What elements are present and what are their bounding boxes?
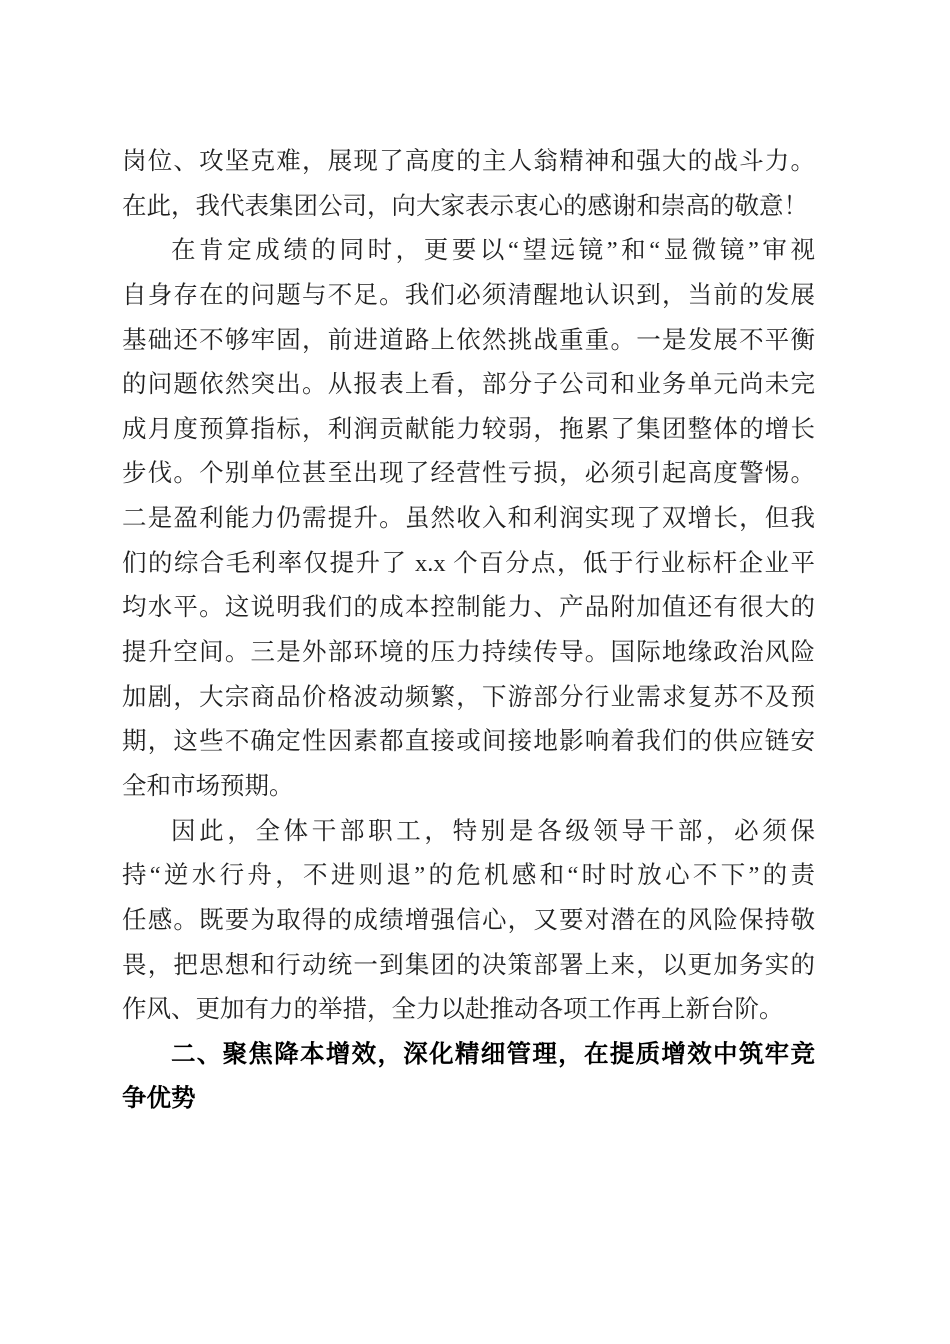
text-line: 的问题依然突出。从报表上看，部分子公司和业务单元尚未完 [122,371,815,399]
text-line: 期，这些不确定性因素都直接或间接地影响着我们的供应链安 [122,728,815,756]
text-block [122,140,815,1122]
paragraph [122,140,815,229]
text-line: 争优势 [122,1085,196,1113]
paragraph [122,229,815,809]
text-line: 们的综合毛利率仅提升了 x.x 个百分点，低于行业标杆企业平 [122,549,815,577]
text-line: 加剧，大宗商品价格波动频繁，下游部分行业需求复苏不及预 [122,683,815,711]
text-line: 任感。既要为取得的成绩增强信心，又要对潜在的风险保持敬 [122,906,815,934]
text-line: 在肯定成绩的同时，更要以“望远镜”和“显微镜”审视 [171,237,815,265]
text-line: 二是盈利能力仍需提升。虽然收入和利润实现了双增长，但我 [122,505,815,533]
section-heading [122,1033,815,1122]
text-line: 全和市场预期。 [122,772,294,800]
text-line: 作风、更加有力的举措，全力以赴推动各项工作再上新台阶。 [122,996,784,1024]
text-line: 基础还不够牢固，前进道路上依然挑战重重。一是发展不平衡 [122,326,815,354]
text-line: 提升空间。三是外部环境的压力持续传导。国际地缘政治风险 [122,639,815,667]
text-line: 步伐。个别单位甚至出现了经营性亏损，必须引起高度警惕。 [122,460,815,488]
text-line: 二、聚焦降本增效，深化精细管理，在提质增效中筑牢竞 [171,1040,815,1068]
text-line: 成月度预算指标，利润贡献能力较弱，拖累了集团整体的增长 [122,415,815,443]
text-line: 岗位、攻坚克难，展现了高度的主人翁精神和强大的战斗力。 [122,148,815,175]
text-line: 畏，把思想和行动统一到集团的决策部署上来，以更加务实的 [122,951,815,979]
text-line: 均水平。这说明我们的成本控制能力、产品附加值还有很大的 [122,594,815,622]
paragraph [122,810,815,1033]
text-line: 自身存在的问题与不足。我们必须清醒地认识到，当前的发展 [122,281,815,309]
text-line: 在此，我代表集团公司，向大家表示衷心的感谢和崇高的敬意！ [122,192,808,220]
text-line: 持“逆水行舟，不进则退”的危机感和“时时放心不下”的责 [122,862,815,890]
text-line: 因此，全体干部职工，特别是各级领导干部，必须保 [171,817,815,845]
